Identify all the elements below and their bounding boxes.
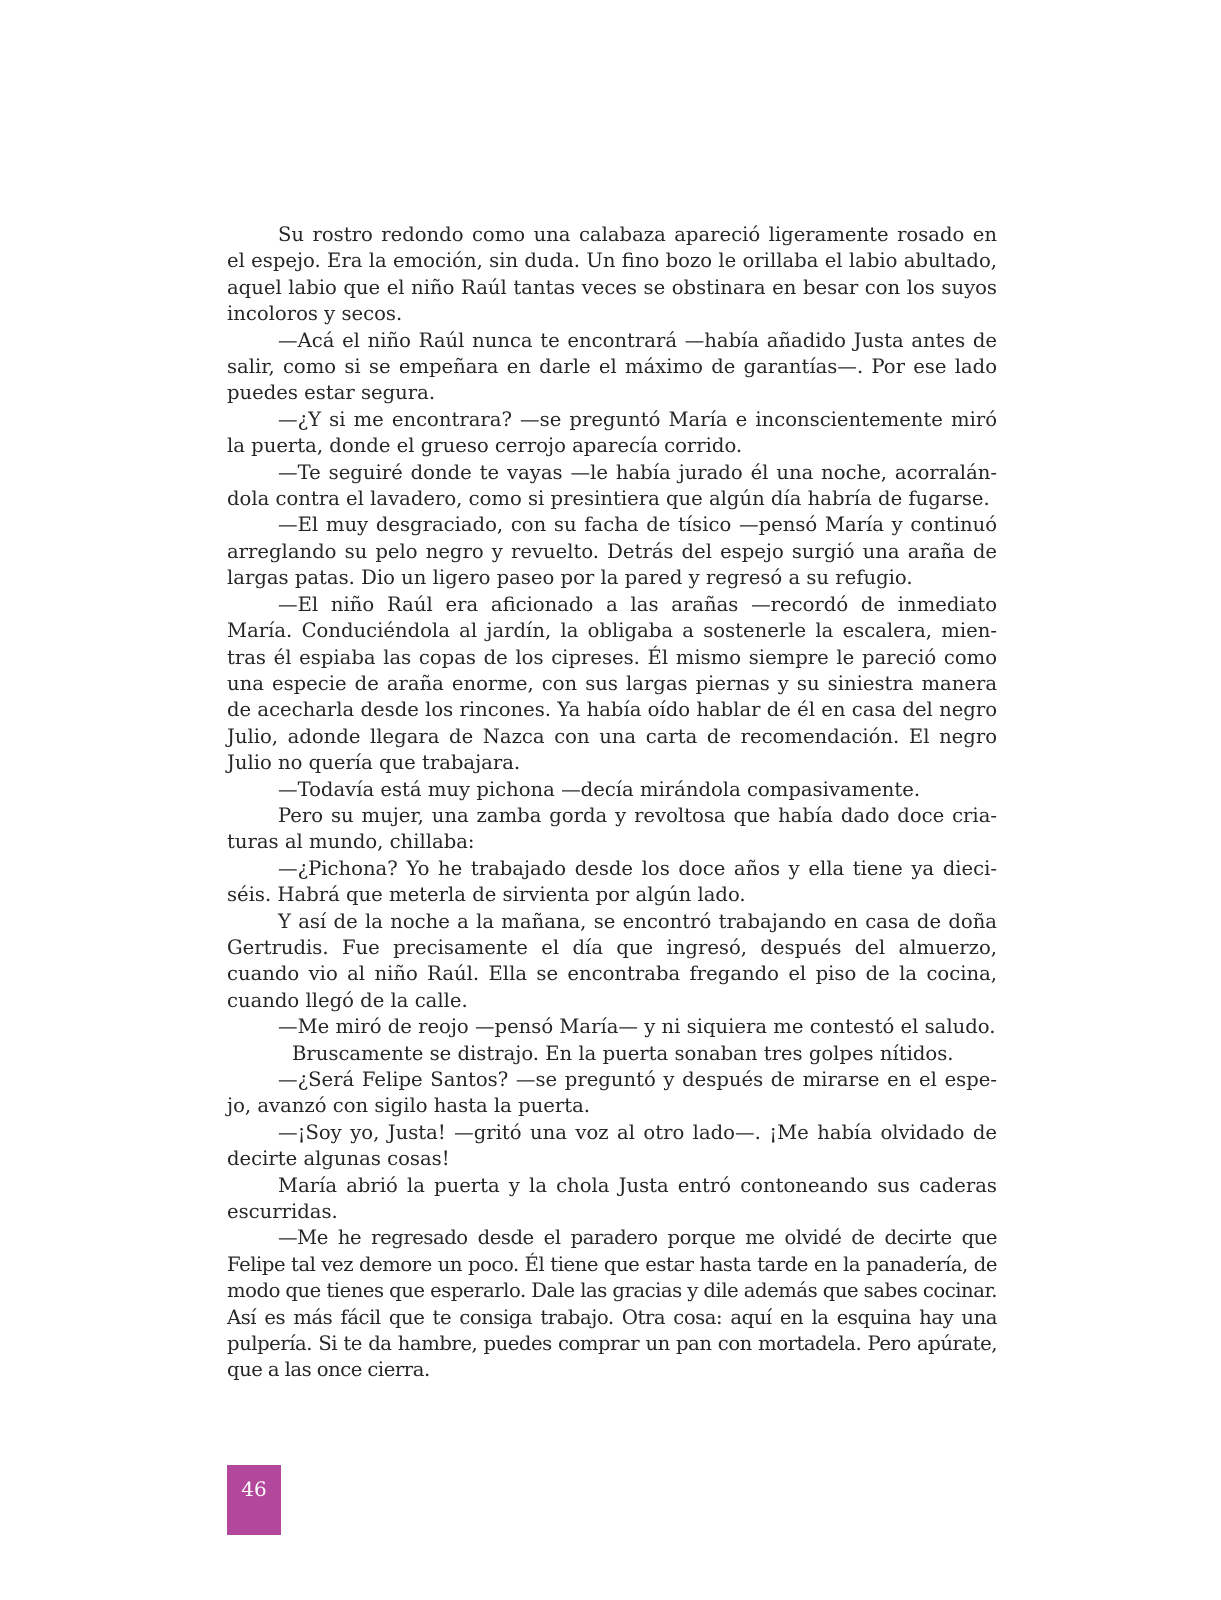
page-number: 46: [241, 1477, 267, 1501]
paragraph: Y así de la noche a la mañana, se encontró trabajando en casa de doña Gertrudis. Fue precisamente el día que ingresó, después del almuerzo, cuando vio al niño Raúl. Ella se encontraba fregando el piso de la cocina, cuando llegó de la calle.: [227, 909, 997, 1012]
paragraph: Su rostro redondo como una calabaza apareció ligeramente rosado en el espejo. Era la emoción, sin duda. Un fino bozo le orillaba el labio abultado, aquel labio que el niño Raúl tantas veces se obstinara en besar con los suyos incoloros y secos.: [227, 223, 997, 326]
paragraph: —¿Pichona? Yo he trabajado desde los doce años y ella tiene ya dieciséis. Habrá que meterla de sirvienta por algún lado.: [227, 856, 997, 907]
paragraph: —¿Será Felipe Santos? —se preguntó y después de mirarse en el espejo, avanzó con sigilo hasta la puerta.: [227, 1068, 997, 1118]
paragraph: —El muy desgraciado, con su facha de tísico —pensó María y continuó arreglando su pelo negro y revuelto. Detrás del espejo surgió una araña de largas patas. Dio un ligero paseo por la pared y regresó a su refugio.: [227, 513, 997, 590]
paragraph: —Todavía está muy pichona —decía mirándola compasivamente.: [278, 777, 921, 801]
paragraph: —¡Soy yo, Justa! —gritó una voz al otro lado—. ¡Me había olvidado de decirte algunas cosas!: [227, 1120, 997, 1171]
paragraph: Pero su mujer, una zamba gorda y revoltosa que había dado doce criaturas al mundo, chillaba:: [227, 803, 997, 854]
body-text: [227, 222, 997, 1384]
paragraph: —El niño Raúl era aficionado a las arañas —recordó de inmediato María. Conduciéndola al jardín, la obligaba a sostenerle la escalera, mientras él espiaba las copas de los cipreses. Él mismo siempre le pareció como una especie de araña enorme, con sus largas piernas y su siniestra manera de acecharla desde los rincones. Ya había oído hablar de él en casa del negro Julio, adonde llegara de Nazca con una carta de recomendación. El negro Julio no quería que trabajara.: [227, 592, 997, 775]
paragraph: —Me he regresado desde el paradero porque me olvidé de decirte que Felipe tal vez demore un poco. Él tiene que estar hasta tarde en la panadería, de modo que tienes que esperarlo. Dale las gracias y dile además que sabes cocinar. Así es más fácil que te consiga trabajo. Otra cosa: aquí en la esquina hay una pulpería. Si te da hambre, puedes comprar un pan con mortadela. Pero apúrate, que a las once cierra.: [227, 1226, 997, 1382]
paragraph: —¿Y si me encontrara? —se preguntó María e inconscientemente miró la puerta, donde el grueso cerrojo aparecía corrido.: [227, 407, 997, 458]
page-number-tab: [227, 1465, 281, 1535]
paragraph: —Me miró de reojo —pensó María— y ni siquiera me contestó el saludo.: [278, 1015, 996, 1039]
paragraph: María abrió la puerta y la chola Justa entró contoneando sus caderas escurridas.: [227, 1173, 997, 1224]
paragraph: —Acá el niño Raúl nunca te encontrará —había añadido Justa antes de salir, como si se empeñara en darle el máximo de garantías—. Por ese lado puedes estar segura.: [227, 328, 997, 405]
paragraph: —Te seguiré donde te vayas —le había jurado él una noche, acorralándola contra el lavadero, como si presintiera que algún día habría de fugarse.: [227, 460, 997, 511]
paragraph: Bruscamente se distrajo. En la puerta sonaban tres golpes nítidos.: [292, 1041, 954, 1065]
